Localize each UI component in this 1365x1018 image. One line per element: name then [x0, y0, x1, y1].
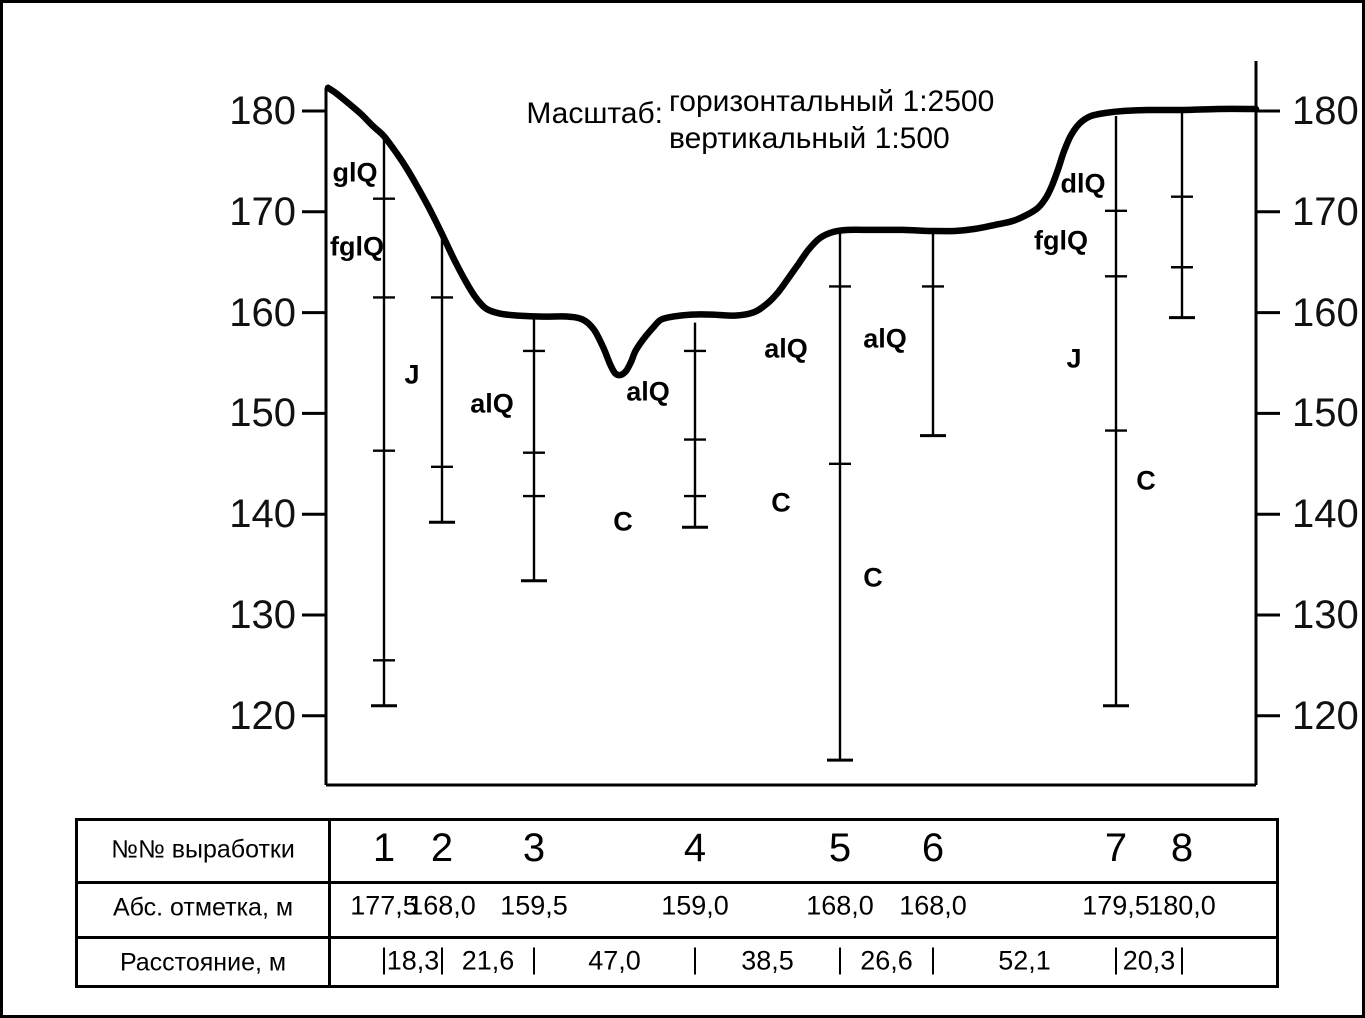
right-axis-tick-label: 180	[1292, 89, 1359, 133]
stratum-label-C: C	[771, 487, 791, 518]
table-row-label-distance: Расстояние, м	[119, 948, 287, 977]
stratum-label-alQ: alQ	[626, 376, 670, 407]
table-distance-separator	[383, 948, 385, 975]
scale-title-block	[333, 83, 1053, 153]
table-mouth-elevation-8: 180,0	[1148, 890, 1216, 921]
table-distance-separator	[533, 948, 535, 975]
stratum-label-fglQ: fglQ	[330, 231, 384, 262]
left-axis-tick-label: 140	[229, 492, 296, 537]
scale-title-label: Масштаб:	[526, 97, 663, 130]
table-mouth-elevation-4: 159,0	[661, 890, 729, 921]
right-axis-tick-label: 140	[1292, 492, 1359, 537]
table-mouth-elevation-2: 168,0	[408, 890, 476, 921]
table-mouth-elevation-6: 168,0	[899, 890, 967, 921]
table-borehole-number-4: 4	[683, 826, 707, 870]
table-borehole-number-7: 7	[1104, 826, 1128, 870]
table-borehole-number-5: 5	[828, 826, 852, 870]
table-row-divider	[78, 881, 1276, 884]
table-borehole-number-2: 2	[430, 826, 454, 870]
left-axis-tick-label: 150	[229, 391, 296, 436]
table-distance-value: 38,5	[741, 945, 794, 976]
table-distance-value: 21,6	[461, 945, 515, 976]
stratum-label-dlQ: dlQ	[1060, 168, 1106, 199]
stratum-label-C: C	[863, 562, 883, 593]
left-axis-tick-label: 130	[229, 593, 296, 637]
table-row-label-abs-elevation: Абс. отметка, м	[112, 893, 294, 922]
table-borehole-number-1: 1	[372, 826, 396, 870]
table-row-divider	[78, 936, 1276, 939]
table-distance-separator	[1181, 948, 1183, 975]
stratum-label-glQ: glQ	[332, 157, 378, 188]
table-distance-value: 47,0	[588, 945, 641, 976]
table-borehole-number-6: 6	[921, 826, 945, 870]
left-axis-tick-label: 170	[229, 189, 296, 234]
stratum-label-alQ: alQ	[764, 333, 808, 364]
table-mouth-elevation-3: 159,5	[500, 890, 568, 921]
table-mouth-elevation-7: 179,5	[1082, 890, 1150, 921]
table-distance-value: 26,6	[860, 945, 913, 976]
table-borehole-number-3: 3	[522, 826, 546, 870]
table-distance-separator	[839, 948, 841, 975]
table-distance-separator	[1115, 948, 1117, 975]
scale-horizontal-value: горизонтальный 1:2500	[669, 85, 995, 118]
stratum-label-alQ: alQ	[470, 388, 514, 419]
stratum-label-fglQ: fglQ	[1034, 225, 1088, 256]
table-distance-value: 52,1	[998, 945, 1051, 976]
stratum-label-J: J	[1066, 343, 1082, 374]
right-axis-tick-label: 130	[1292, 593, 1359, 637]
table-borehole-number-8: 8	[1170, 826, 1194, 870]
left-axis-tick-label: 180	[229, 89, 296, 133]
table-distance-separator	[441, 948, 443, 975]
right-axis-tick-label: 150	[1292, 391, 1359, 436]
table-distance-value: 18,3	[386, 945, 440, 976]
right-axis-tick-label: 160	[1292, 290, 1359, 335]
table-mouth-elevation-5: 168,0	[806, 890, 874, 921]
scale-values	[669, 83, 994, 157]
stratum-label-C: C	[1136, 465, 1156, 496]
left-axis-tick-label: 160	[229, 290, 296, 335]
right-axis-tick-label: 170	[1292, 189, 1359, 234]
table-mouth-elevation-1: 177,5	[350, 890, 418, 921]
table-distance-value: 20,3	[1122, 945, 1176, 976]
table-row-label-borehole-numbers: №№ выработки	[111, 835, 295, 864]
right-axis-tick-label: 120	[1292, 693, 1359, 738]
scale-vertical-value: вертикальный 1:500	[669, 122, 950, 155]
stratum-label-J: J	[404, 359, 420, 390]
table-distance-separator	[694, 948, 696, 975]
stratum-label-C: C	[613, 506, 633, 537]
table-distance-separator	[932, 948, 934, 975]
table-column-divider	[328, 821, 331, 985]
left-axis-tick-label: 120	[229, 693, 296, 738]
stratum-label-alQ: alQ	[863, 323, 907, 354]
